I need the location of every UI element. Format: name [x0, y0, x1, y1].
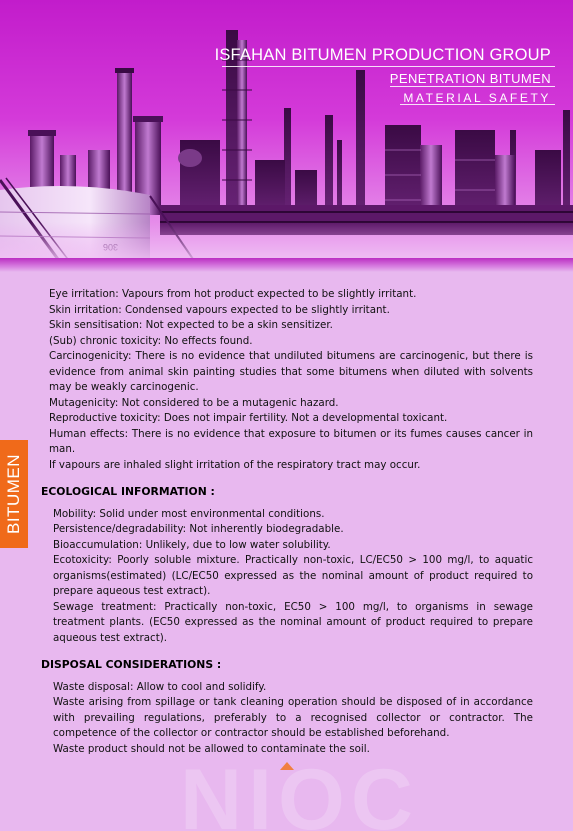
ecological-heading: ECOLOGICAL INFORMATION : [41, 485, 215, 498]
header-divider-band [0, 258, 573, 272]
product-name: PENETRATION BITUMEN [389, 71, 551, 86]
health-item-carcinogenicity: Carcinogenicity: There is no evidence that undiluted bitumens are carcinogenic, but there is evidence from animal skin painting studies that some bitumens when diluted with solvents may be weakly carcinogenic. [49, 350, 533, 393]
side-tab-label: BITUMEN [4, 454, 23, 534]
health-item-eye-irritation: Eye irritation: Vapours from hot product expected to be slightly irritant. [49, 288, 417, 300]
health-item-reproductive-toxicity: Reproductive toxicity: Does not impair fertility. Not a developmental toxicant. [49, 412, 448, 424]
disposal-section [41, 657, 533, 757]
refinery-skyline-illustration [0, 0, 573, 262]
nioc-watermark: NIOC [180, 752, 419, 831]
disposal-heading: DISPOSAL CONSIDERATIONS : [41, 658, 222, 671]
document-body [41, 287, 533, 757]
health-effects-list [49, 287, 533, 473]
health-item-skin-sensitisation: Skin sensitisation: Not expected to be a skin sensitizer. [49, 319, 333, 331]
document-type: MATERIAL SAFETY [403, 91, 551, 105]
ecological-item-mobility: Mobility: Solid under most environmental conditions. [53, 507, 325, 520]
company-name: ISFAHAN BITUMEN PRODUCTION GROUP [214, 46, 551, 64]
health-item-inhalation: If vapours are inhaled slight irritation of the respiratory tract may occur. [49, 458, 421, 471]
health-item-mutagenicity: Mutagenicity: Not considered to be a mutagenic hazard. [49, 396, 339, 409]
ecological-section [41, 484, 533, 646]
disposal-item-soil: Waste product should not be allowed to contaminate the soil. [53, 742, 370, 755]
health-item-human-effects: Human effects: There is no evidence that exposure to bitumen or its fumes causes cancer in man. [49, 427, 533, 455]
disposal-item-spillage: Waste arising from spillage or tank cleaning operation should be disposed of in accordance with prevailing regulations, preferably to a recognised collector or contractor. The competence of the collector or contractor should be established beforehand. [53, 696, 533, 739]
ecological-item-persistence: Persistence/degradability: Not inherently biodegradable. [53, 523, 344, 535]
health-item-skin-irritation: Skin irritation: Condensed vapours expected to be slightly irritant. [49, 303, 390, 316]
ecological-item-ecotoxicity: Ecotoxicity: Poorly soluble mixture. Practically non-toxic, LC/EC50 > 100 mg/l, to aquatic organisms(estimated) (LC/EC50 expressed as the nominal amount of product required to prepare aqueous test extract). [53, 554, 533, 597]
header-banner [0, 0, 573, 262]
side-tab [0, 440, 28, 548]
ecological-item-sewage-treatment: Sewage treatment: Practically non-toxic, EC50 > 100 mg/l, to organisms in sewage treatment plants. (EC50 expressed as the nominal amount of product required to prepare aqueous test extract). [53, 600, 533, 644]
health-item-chronic-toxicity: (Sub) chronic toxicity: No effects found. [49, 334, 253, 347]
header-title-block [215, 46, 551, 105]
ecological-item-bioaccumulation: Bioaccumulation: Unlikely, due to low water solubility. [53, 538, 331, 551]
disposal-item-waste-disposal: Waste disposal: Allow to cool and solidify. [53, 680, 267, 693]
